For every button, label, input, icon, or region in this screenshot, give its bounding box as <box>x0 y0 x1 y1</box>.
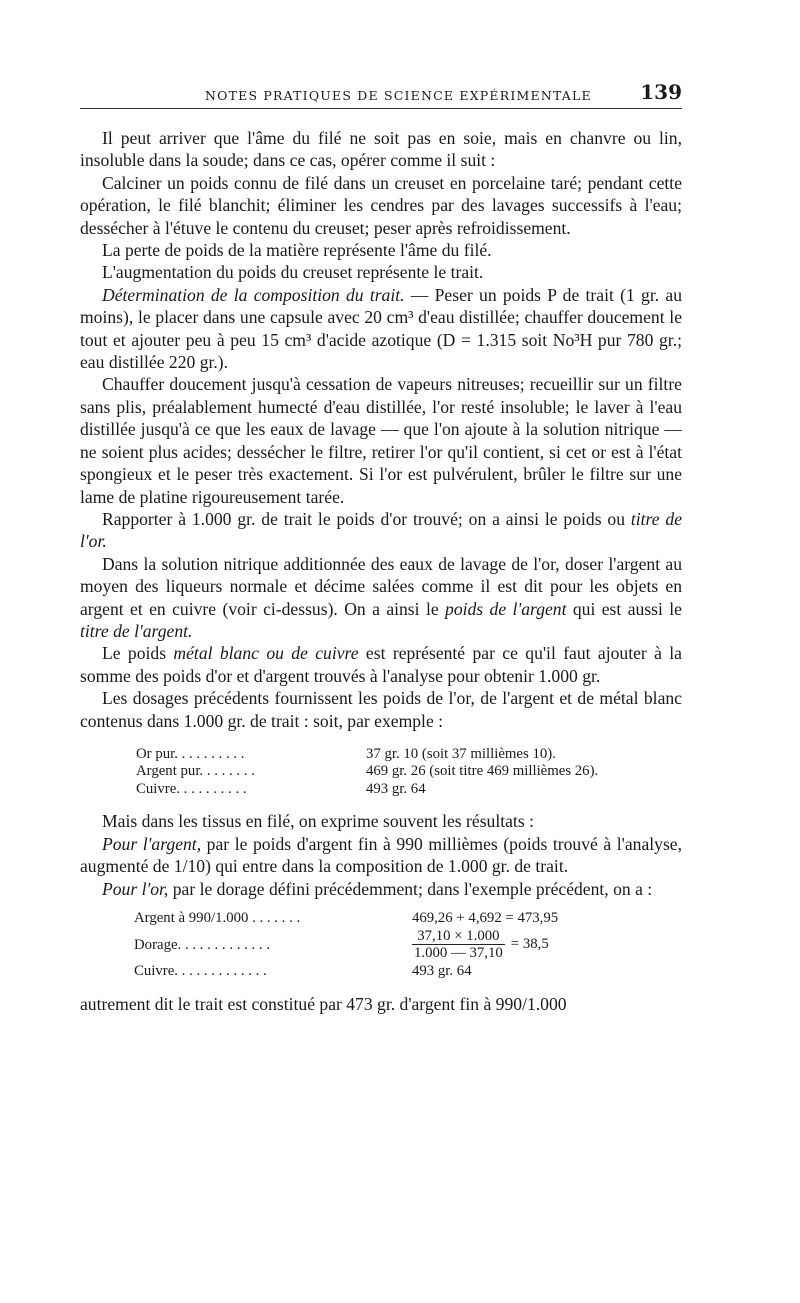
paragraph-9-emphasis: métal blanc ou de cuivre <box>173 643 359 664</box>
table-row <box>136 763 598 781</box>
assay-label: Cuivre. . . . . . . . . . <box>136 780 247 797</box>
calc-value-argent: 469,26 + 4,692 = 473,95 <box>412 910 559 927</box>
paragraph-5-text: — Peser un poids P de trait (1 gr. au moins), le placer dans une capsule avec 20 cm³ d'eau distillée; chauffer doucement le tout et ajouter peu à peu 15 cm³ d'acide azotique (D = 1.315 soit No³H pur 780 gr.; eau distillée 220 gr.). <box>80 284 682 373</box>
paragraph-13 <box>80 878 682 900</box>
calc-label-argent: Argent à 990/1.000 . . . . . . . <box>134 910 301 927</box>
paragraph-12-emphasis: Pour l'argent, <box>102 833 202 854</box>
calculation-table <box>134 908 558 981</box>
paragraph-2: Calciner un poids connu de filé dans un creuset en porcelaine taré; pendant cette opération, le filé blanchit; éliminer les cendres par des lavages successifs à l'eau; dessécher à l'étuve le contenu du creuset; peser après refroidissement. <box>80 172 682 238</box>
dorage-result: = 38,5 <box>510 935 549 952</box>
paragraph-9-start: Le poids <box>102 643 174 664</box>
paragraph-8-text: Dans la solution nitrique additionnée des eaux de lavage de l'or, doser l'argent au moyen des liqueurs normale et décime salées comme il est dit pour les objets en argent et en cuivre (voir ci-dessus). On a ainsi le <box>80 553 682 619</box>
assay-label: Argent pur. . . . . . . . <box>136 763 255 780</box>
running-header <box>200 80 682 108</box>
paragraph-7-emphasis: titre de l'or. <box>80 508 683 552</box>
paragraph-9-end: est représenté par ce qu'il faut ajouter à la somme des poids d'or et d'argent trouvés à l'analyse pour obtenir 1.000 gr. <box>80 643 682 686</box>
calc-value-dorage <box>412 928 558 961</box>
calc-label-dorage: Dorage. . . . . . . . . . . . . <box>134 936 271 953</box>
table-row <box>134 961 558 981</box>
assay-results-table <box>136 746 598 799</box>
paragraph-8-emphasis-2: titre de l'argent. <box>80 620 193 641</box>
paragraph-1: Il peut arriver que l'âme du filé ne soit pas en soie, mais en chanvre ou lin, insoluble dans la soude; dans ce cas, opérer comme il suit : <box>80 128 682 171</box>
paragraph-13-text: par le dorage défini précédemment; dans l'exemple précédent, on a : <box>168 878 653 899</box>
assay-value: 37 gr. 10 (soit 37 millièmes 10). <box>366 745 556 762</box>
paragraph-5 <box>80 284 682 374</box>
paragraph-11: Mais dans les tissus en filé, on exprime souvent les résultats : <box>102 811 534 832</box>
calc-label-cuivre: Cuivre. . . . . . . . . . . . . <box>134 963 267 980</box>
paragraph-12 <box>80 833 682 878</box>
paragraph-7-text: Rapporter à 1.000 gr. de trait le poids d'or trouvé; on a ainsi le poids ou <box>102 508 631 529</box>
running-title: NOTES PRATIQUES DE SCIENCE EXPÉRIMENTALE <box>205 88 592 103</box>
paragraph-8 <box>80 553 682 643</box>
paragraph-4: L'augmentation du poids du creuset représente le trait. <box>102 262 484 283</box>
paragraph-13-emphasis: Pour l'or, <box>102 878 169 899</box>
page-number: 139 <box>640 80 682 104</box>
section-title-composition: Détermination de la composition du trait. <box>102 284 405 305</box>
header-rule <box>80 108 682 109</box>
dorage-fraction <box>412 928 505 961</box>
assay-label: Or pur. . . . . . . . . . <box>136 745 245 762</box>
table-row <box>134 908 558 928</box>
assay-value: 469 gr. 26 (soit titre 469 millièmes 26). <box>366 763 599 780</box>
body-text <box>80 127 682 1016</box>
fraction-numerator: 37,10 × 1.000 <box>412 928 505 945</box>
paragraph-12-text: par le poids d'argent fin à 990 millièmes (poids trouvé à l'analyse, augmenté de 1/10) qui entre dans la composition de 1.000 gr. de trait. <box>80 833 683 877</box>
assay-value: 493 gr. 64 <box>366 780 426 797</box>
table-row <box>136 781 598 799</box>
paragraph-3: La perte de poids de la matière représente l'âme du filé. <box>102 240 492 261</box>
table-row <box>136 746 598 764</box>
paragraph-10: Les dosages précédents fournissent les poids de l'or, de l'argent et de métal blanc contenus dans 1.000 gr. de trait : soit, par exemple : <box>80 688 682 731</box>
paragraph-14: autrement dit le trait est constitué par 473 gr. d'argent fin à 990/1.000 <box>80 994 567 1015</box>
paragraph-9 <box>80 642 682 687</box>
paragraph-8-mid: qui est aussi le <box>566 598 682 619</box>
fraction-denominator: 1.000 — 37,10 <box>414 945 503 962</box>
paragraph-7 <box>80 508 682 553</box>
paragraph-8-emphasis-1: poids de l'argent <box>445 598 567 619</box>
calc-value-cuivre: 493 gr. 64 <box>412 963 472 980</box>
table-row <box>134 928 558 961</box>
paragraph-6: Chauffer doucement jusqu'à cessation de vapeurs nitreuses; recueillir sur un filtre sans plis, préalablement humecté d'eau distillée, l'or resté insoluble; le laver à l'eau distillée jusqu'à ce que les eaux de lavage — que l'on ajoute à la solution nitrique — ne soient plus acides; dessécher le filtre, retirer l'or qu'il contient, si cet or est à l'état spongieux et le peser très exactement. Si l'or est pulvérulent, brûler le filtre sur une lame de platine rigoureusement tarée. <box>80 374 682 507</box>
